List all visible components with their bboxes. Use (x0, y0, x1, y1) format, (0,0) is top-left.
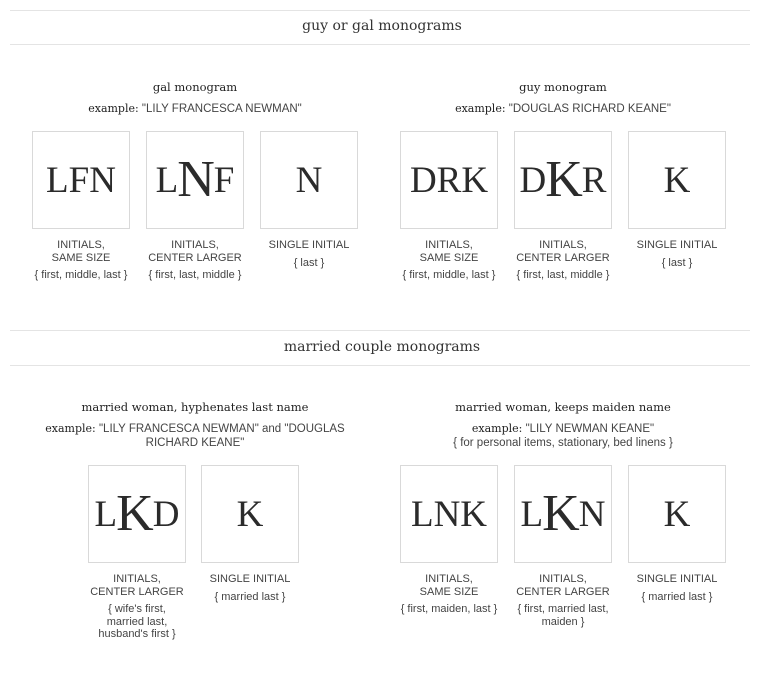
monogram-lnf (155, 151, 235, 208)
monogram-caption (514, 239, 612, 282)
monogram-caption (514, 573, 612, 628)
monogram-caption (260, 239, 358, 269)
monogram-card (628, 465, 726, 603)
column-title: gal monogram (152, 80, 238, 94)
example-label: example: (471, 422, 523, 435)
monogram-card (514, 131, 612, 282)
monogram-card (88, 465, 186, 641)
monogram-card (400, 131, 498, 282)
caption-order: { first, middle, last } (34, 269, 128, 281)
monogram-drk: DRK (409, 159, 489, 201)
section-title: married couple monograms (283, 339, 481, 355)
monogram-caption (201, 573, 299, 603)
monogram-letter: F (213, 159, 235, 201)
monogram-card (400, 465, 498, 616)
column-title: married woman, hyphenates last name (81, 400, 309, 414)
divider (10, 365, 750, 366)
example-name: "LILY FRANCESCA NEWMAN" and "DOUGLAS RICHARD KEANE" (98, 423, 345, 449)
monogram-caption (628, 239, 726, 269)
monogram-lkd (94, 485, 180, 542)
monogram-box (260, 131, 358, 229)
section-title: guy or gal monograms (302, 18, 462, 34)
monogram-box (146, 131, 244, 229)
caption-type: SINGLE INITIAL (209, 573, 291, 585)
monogram-card (514, 465, 612, 628)
gal-monogram-column (30, 80, 360, 116)
example-name: "LILY NEWMAN KEANE" (525, 423, 655, 435)
caption-type: SINGLE INITIAL (636, 573, 718, 585)
caption-order: { first, last, middle } (516, 269, 610, 281)
example-name: "DOUGLAS RICHARD KEANE" (508, 103, 671, 115)
hyphenates-column (20, 400, 370, 450)
column-title: guy monogram (519, 80, 607, 94)
caption-order: { last } (293, 256, 325, 269)
caption-type: INITIALS, SAME SIZE (51, 239, 111, 264)
example-name: "LILY FRANCESCA NEWMAN" (141, 103, 302, 115)
monogram-letter: L (520, 493, 544, 535)
divider (10, 10, 750, 11)
monogram-letter-large: K (542, 485, 580, 542)
monogram-box (628, 465, 726, 563)
caption-order: { first, married last, maiden } (517, 603, 609, 628)
example (398, 102, 728, 116)
caption-order: { married last } (641, 590, 713, 603)
example-label: example: (88, 102, 139, 115)
example (398, 422, 728, 436)
monogram-dkr (519, 151, 607, 208)
caption-type: INITIALS, SAME SIZE (419, 573, 479, 598)
example (30, 102, 360, 116)
monogram-letter: L (155, 159, 179, 201)
caption-type: INITIALS, SAME SIZE (419, 239, 479, 264)
example-label: example: (45, 422, 96, 435)
monogram-k: K (663, 159, 691, 201)
caption-type: INITIALS, CENTER LARGER (148, 239, 242, 264)
monogram-letter: D (152, 493, 180, 535)
monogram-caption (628, 573, 726, 603)
monogram-card (32, 131, 130, 282)
monogram-card (146, 131, 244, 282)
column-title: married woman, keeps maiden name (455, 400, 671, 414)
monogram-box (514, 465, 612, 563)
caption-type: INITIALS, CENTER LARGER (516, 239, 610, 264)
monogram-k: K (236, 493, 264, 535)
caption-order: { married last } (214, 590, 286, 603)
caption-type: INITIALS, CENTER LARGER (90, 573, 184, 598)
monogram-box (628, 131, 726, 229)
monogram-letter: N (578, 493, 606, 535)
caption-order: { wife's first, married last, husband's first } (98, 603, 176, 640)
monogram-lfn: LFN (46, 159, 116, 201)
monogram-k: K (663, 493, 691, 535)
example-label: example: (455, 102, 506, 115)
caption-order: { first, maiden, last } (400, 603, 498, 615)
caption-type: INITIALS, CENTER LARGER (516, 573, 610, 598)
monogram-letter: R (581, 159, 607, 201)
monogram-caption (400, 239, 498, 282)
monogram-letter-large: K (545, 151, 583, 208)
monogram-letter-large: K (116, 485, 154, 542)
divider (10, 44, 750, 45)
divider (10, 330, 750, 331)
monogram-letter: D (519, 159, 547, 201)
example-note: { for personal items, stationary, bed linens } (453, 437, 673, 449)
caption-order: { first, last, middle } (148, 269, 242, 281)
monogram-box (32, 131, 130, 229)
monogram-caption (146, 239, 244, 282)
monogram-n: N (295, 159, 323, 201)
monogram-caption (32, 239, 130, 282)
maiden-column (398, 400, 728, 450)
monogram-box (400, 465, 498, 563)
caption-type: SINGLE INITIAL (636, 239, 718, 251)
monogram-caption (88, 573, 186, 641)
caption-order: { last } (661, 256, 693, 269)
monogram-caption (400, 573, 498, 616)
monogram-letter: L (94, 493, 118, 535)
caption-order: { first, middle, last } (402, 269, 496, 281)
monogram-card (628, 131, 726, 269)
monogram-box (88, 465, 186, 563)
monogram-letter-large: N (177, 151, 215, 208)
caption-type: SINGLE INITIAL (268, 239, 350, 251)
monogram-lkn (520, 485, 606, 542)
example (20, 422, 370, 450)
monogram-card (260, 131, 358, 269)
guy-monogram-column (398, 80, 728, 116)
monogram-box (514, 131, 612, 229)
monogram-lnk: LNK (410, 493, 488, 535)
monogram-box (201, 465, 299, 563)
monogram-box (400, 131, 498, 229)
monogram-card (201, 465, 299, 603)
